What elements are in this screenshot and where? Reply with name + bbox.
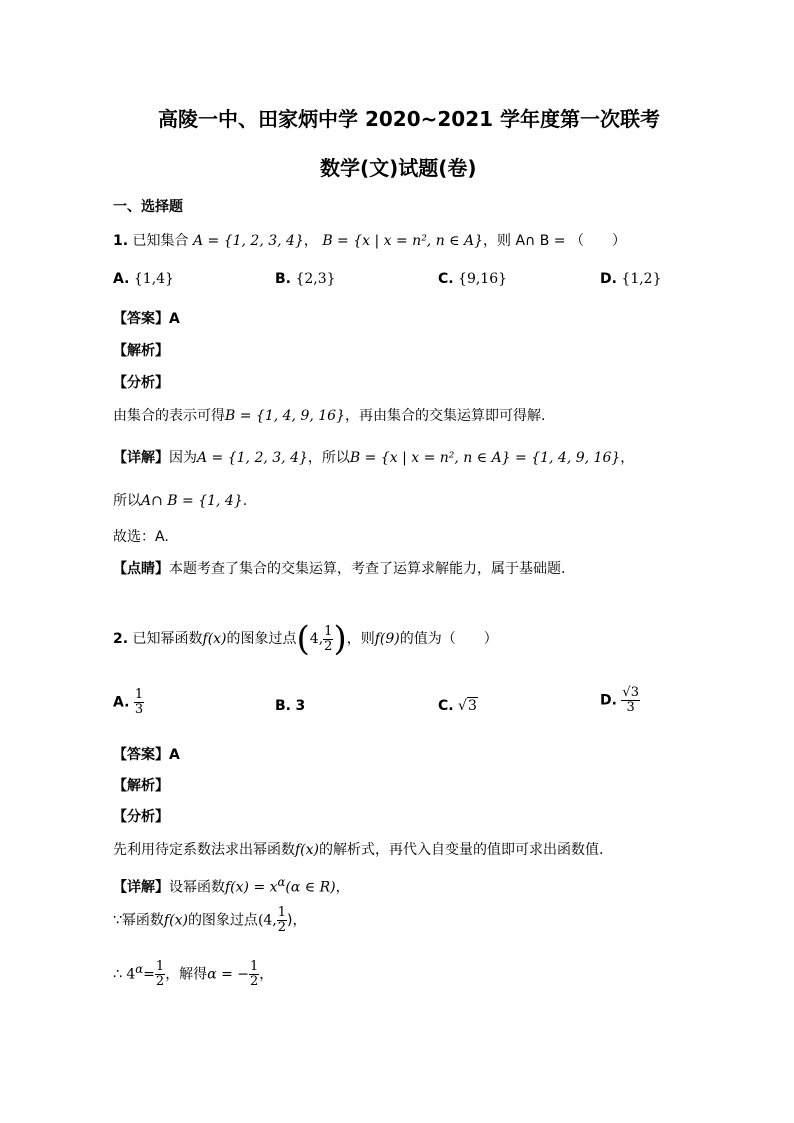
fraction: [155, 960, 165, 989]
q1-set-a: A = {1, 2, 3, 4}: [192, 233, 304, 249]
text-fragment: ，: [335, 879, 350, 896]
q1-answer: [113, 308, 180, 328]
numerator: 1: [250, 959, 259, 974]
q2-detail-line2: [113, 906, 307, 935]
therefore-symbol: ∴: [113, 966, 122, 983]
text-fragment: ，解得: [165, 966, 208, 983]
denominator: 3: [626, 700, 635, 715]
numerator: 1: [324, 623, 333, 639]
q2-detail-line3: [113, 960, 273, 989]
q2-detail: [113, 875, 350, 897]
q2-option-a[interactable]: [113, 688, 144, 717]
math-expression: f(x) = x: [225, 879, 278, 896]
math-expression: A = {1, 2, 3, 4}: [197, 450, 308, 466]
paren-close: ): [333, 619, 347, 659]
q2-option-b[interactable]: [275, 698, 305, 714]
detail-tag: 【详解】: [113, 879, 169, 896]
text-fragment: .: [242, 493, 248, 509]
q1-detail-line2: [113, 490, 247, 510]
page-subtitle: 数学(文)试题(卷): [320, 156, 477, 180]
option-label: C.: [438, 271, 454, 287]
math-expression: (α ∈ R): [285, 879, 336, 896]
fraction: [134, 688, 144, 717]
answer-value: A: [169, 747, 180, 763]
q1-analysis-tag: 【解析】: [113, 343, 169, 359]
option-label: B.: [275, 271, 291, 287]
text-fragment: 由集合的表示可得: [113, 408, 225, 424]
option-label: C.: [438, 698, 454, 714]
fraction: [621, 686, 640, 715]
text-fragment: ，所以: [307, 450, 350, 466]
q2-analysis-tag: 【解析】: [113, 778, 169, 794]
option-label: D.: [600, 271, 617, 287]
q1-fenxi-tag: 【分析】: [113, 375, 169, 391]
question-1: 1. 已知集合 A = {1, 2, 3, 4}， B = {x | x = n², n ∈ A}，则 A∩ B = （ ）: [113, 233, 626, 249]
paren-open: (: [296, 619, 310, 659]
math-expression: f(x): [295, 842, 320, 858]
text-fragment: 本题考查了集合的交集运算，考查了运算求解能力，属于基础题.: [169, 561, 566, 577]
option-value: 3: [295, 698, 306, 714]
math-expression: f(9): [374, 631, 400, 647]
q1-option-b[interactable]: [275, 271, 336, 287]
option-label: B.: [275, 698, 291, 714]
text-fragment: 设幂函数: [169, 879, 225, 896]
math-expression: (4,: [257, 912, 277, 929]
q1-detail: [113, 447, 634, 467]
text-fragment: ，则: [346, 631, 375, 647]
option-label: A.: [113, 694, 130, 711]
numerator: 1: [155, 959, 165, 974]
question-number: 2.: [113, 631, 129, 647]
math-expression: B = {x | x = n², n ∈ A} = {1, 4, 9, 16}: [349, 450, 621, 466]
text-fragment: 的值为（ ）: [399, 631, 498, 647]
q1-set-b: B = {x | x = n², n ∈ A}: [322, 233, 484, 249]
answer-tag: 【答案】: [113, 311, 169, 327]
text-fragment: 的解析式，再代入自变量的值即可求出函数值.: [319, 842, 604, 858]
text-fragment: 先利用待定系数法求出幂函数: [113, 842, 295, 858]
option-value: {9,16}: [458, 271, 508, 287]
text-fragment: 幂函数: [121, 912, 164, 929]
q1-stem-prefix: 已知集合: [132, 233, 189, 249]
q1-choice: 故选：A.: [113, 529, 169, 545]
text-fragment: 已知幂函数: [132, 631, 203, 647]
question-number: 1.: [113, 233, 129, 249]
q1-option-a[interactable]: [113, 271, 174, 287]
text-fragment: 因为: [169, 450, 197, 466]
numerator: 1: [134, 687, 144, 702]
answer-value: A: [169, 311, 180, 327]
answer-tag: 【答案】: [113, 747, 169, 763]
math-expression: 4,: [309, 631, 324, 647]
q2-fenxi-tag: 【分析】: [113, 809, 169, 825]
denominator: 2: [324, 638, 333, 654]
because-symbol: ∵: [113, 912, 122, 929]
q1-comment: [113, 558, 565, 578]
q2-option-d[interactable]: [600, 686, 640, 715]
comment-tag: 【点睛】: [113, 561, 169, 577]
fraction: [277, 906, 287, 935]
q2-fenxi-text: [113, 839, 603, 859]
math-expression: A∩ B = {1, 4}: [141, 493, 243, 509]
math-expression: 4: [126, 966, 136, 983]
fraction: [249, 960, 259, 989]
q2-option-c[interactable]: [438, 698, 478, 714]
q1-option-c[interactable]: [438, 271, 507, 287]
detail-tag: 【详解】: [113, 450, 169, 466]
denominator: 2: [277, 920, 287, 935]
section-heading: 一、选择题: [113, 199, 183, 215]
numerator: 1: [277, 905, 287, 920]
radicand: 3: [467, 698, 477, 714]
question-2: [113, 619, 498, 659]
sqrt-expression: [458, 698, 478, 714]
denominator: 2: [250, 974, 259, 989]
math-expression: f(x): [163, 912, 188, 929]
q1-option-d[interactable]: [600, 271, 662, 287]
text-fragment: ，: [259, 966, 274, 983]
text-fragment: )，: [287, 912, 307, 929]
q2-answer: [113, 744, 180, 764]
radical-sign: √: [458, 698, 467, 714]
denominator: 2: [155, 974, 165, 989]
option-label: A.: [113, 271, 130, 287]
denominator: 3: [134, 702, 144, 717]
option-value: {1,4}: [133, 271, 174, 287]
numerator: √3: [622, 685, 639, 700]
math-expression: f(x): [202, 631, 227, 647]
superscript: α: [135, 961, 144, 976]
text-fragment: 所以: [113, 493, 141, 509]
text-fragment: 的图象过点: [226, 631, 297, 647]
fraction: [323, 625, 333, 654]
superscript: α: [277, 875, 286, 889]
option-value: {2,3}: [295, 271, 336, 287]
math-expression: α = −: [207, 966, 250, 983]
math-expression: B = {1, 4, 9, 16}: [225, 408, 345, 424]
text-fragment: 的图象过点: [187, 912, 258, 929]
page-title: 高陵一中、田家炳中学 2020~2021 学年度第一次联考: [158, 107, 661, 131]
q1-stem-suffix: ，则 A∩ B = （ ）: [483, 233, 626, 249]
q1-fenxi-text: [113, 405, 545, 425]
text-fragment: ，再由集合的交集运算即可得解.: [344, 408, 546, 424]
math-expression: =: [143, 966, 155, 983]
text-fragment: ，: [620, 450, 635, 466]
option-value: {1,2}: [621, 271, 662, 287]
option-label: D.: [600, 692, 617, 709]
